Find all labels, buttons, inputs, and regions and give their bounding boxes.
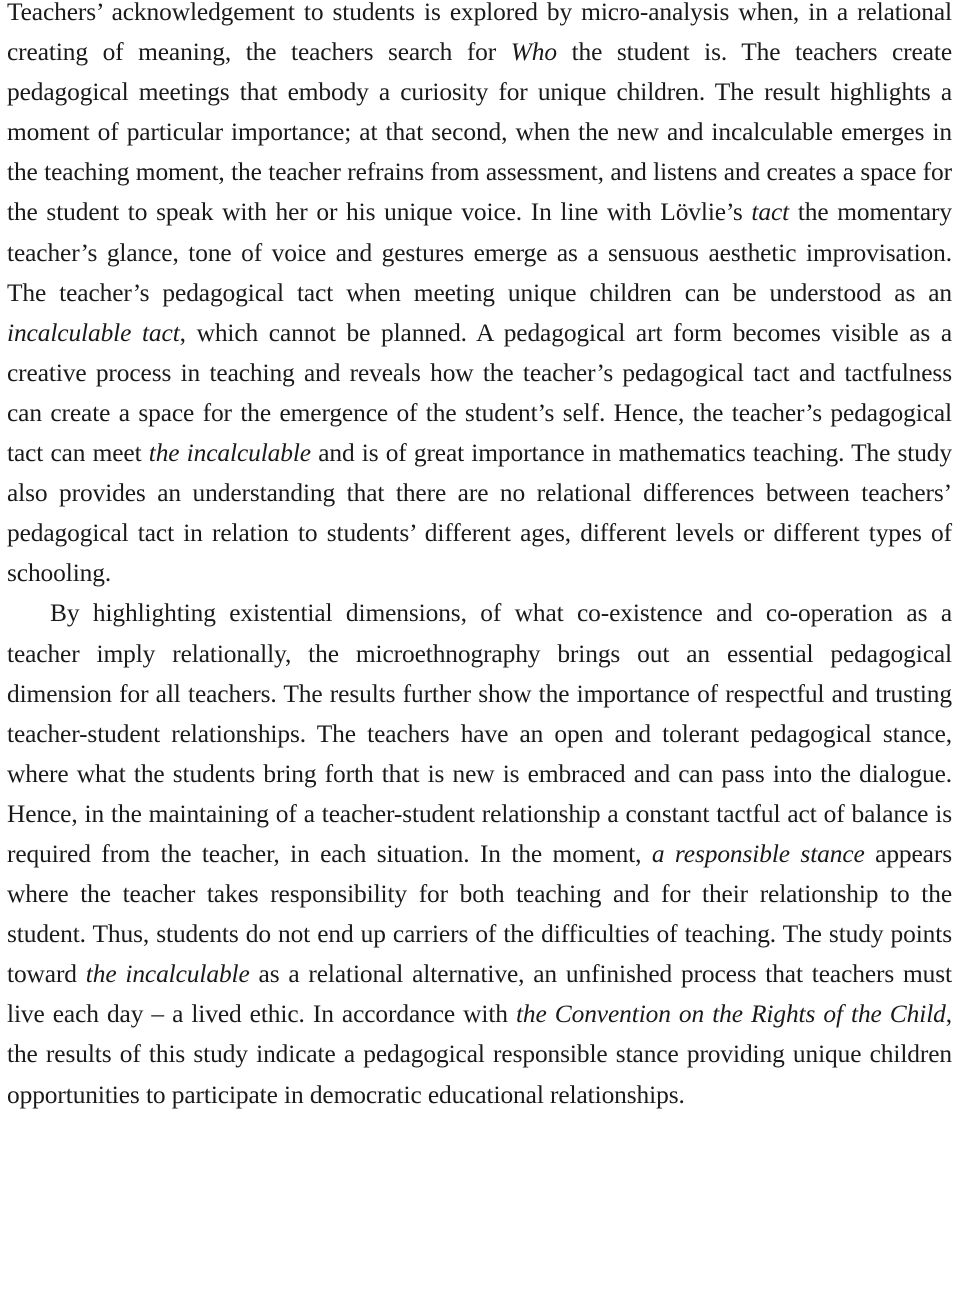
p2-text-3: as a relational alternative, an unfinished process that teachers must live each day – a lived ethic. In accordance with	[7, 960, 952, 1029]
p1-text-2: the student is. The teachers create pedagogical meetings that embody a curiosity for unique children. The result highlights a moment of particular importance; at that second, when the new and incalculable emerges in the teaching moment, the teacher refrains from assessment, and listens and creates a space for the student to speak with her or his unique voice. In line with Lövlie’s	[7, 38, 952, 227]
p1-text-4: , which cannot be planned. A pedagogical art form becomes visible as a creative process in teaching and reveals how the teacher’s pedagogical tact and tactfulness can create a space for the emergence of the student’s self. Hence, the teacher’s pedagogical tact can meet	[7, 318, 952, 468]
p2-text-4: , the results of this study indicate a pedagogical responsible stance providing unique children opportunities to participate in democratic educational relationships.	[7, 1000, 952, 1109]
p2-italic-the-incalculable: the incalculable	[85, 960, 250, 989]
p2-italic-responsible-stance: a responsible stance	[651, 839, 865, 868]
p2-italic-convention: the Convention on the Rights of the Child	[515, 1000, 946, 1029]
p2-text-1: By highlighting existential dimensions, of what co-existence and co-operation as a teacher imply relationally, the microethnography brings out an essential pedagogical dimension for all teachers. The results further show the importance of respectful and trusting teacher-student relationships. The teachers have an open and tolerant pedagogical stance, where what the students bring forth that is new is embraced and can pass into the dialogue. Hence, in the maintaining of a teacher-student relationship a constant tactful act of balance is required from the teacher, in each situation. In the moment,	[7, 599, 952, 868]
p2-text-2: appears where the teacher takes responsibility for both teaching and for their relationship to the student. Thus, students do not end up carriers of the difficulties of teaching. The study points toward	[7, 839, 952, 989]
p1-text-3: the momentary teacher’s glance, tone of voice and gestures emerge as a sensuous aesthetic improvisation. The teacher’s pedagogical tact when meeting unique children can be understood as an	[7, 198, 952, 307]
p1-text-1: Teachers’ acknowledgement to students is explored by micro-analysis when, in a relational creating of meaning, the teachers search for	[7, 0, 952, 67]
p1-italic-incalculable-tact: incalculable tact	[7, 318, 180, 347]
p1-italic-who: Who	[510, 38, 557, 67]
p1-italic-the-incalculable: the incalculable	[148, 439, 311, 468]
paragraph-2	[7, 593, 952, 1114]
paragraph-1	[7, 0, 952, 593]
p1-text-5: and is of great importance in mathematics teaching. The study also provides an understanding that there are no relational differences between teachers’ pedagogical tact in relation to students’ different ages, different levels or different types of schooling.	[7, 439, 952, 588]
p1-italic-tact: tact	[751, 198, 790, 227]
